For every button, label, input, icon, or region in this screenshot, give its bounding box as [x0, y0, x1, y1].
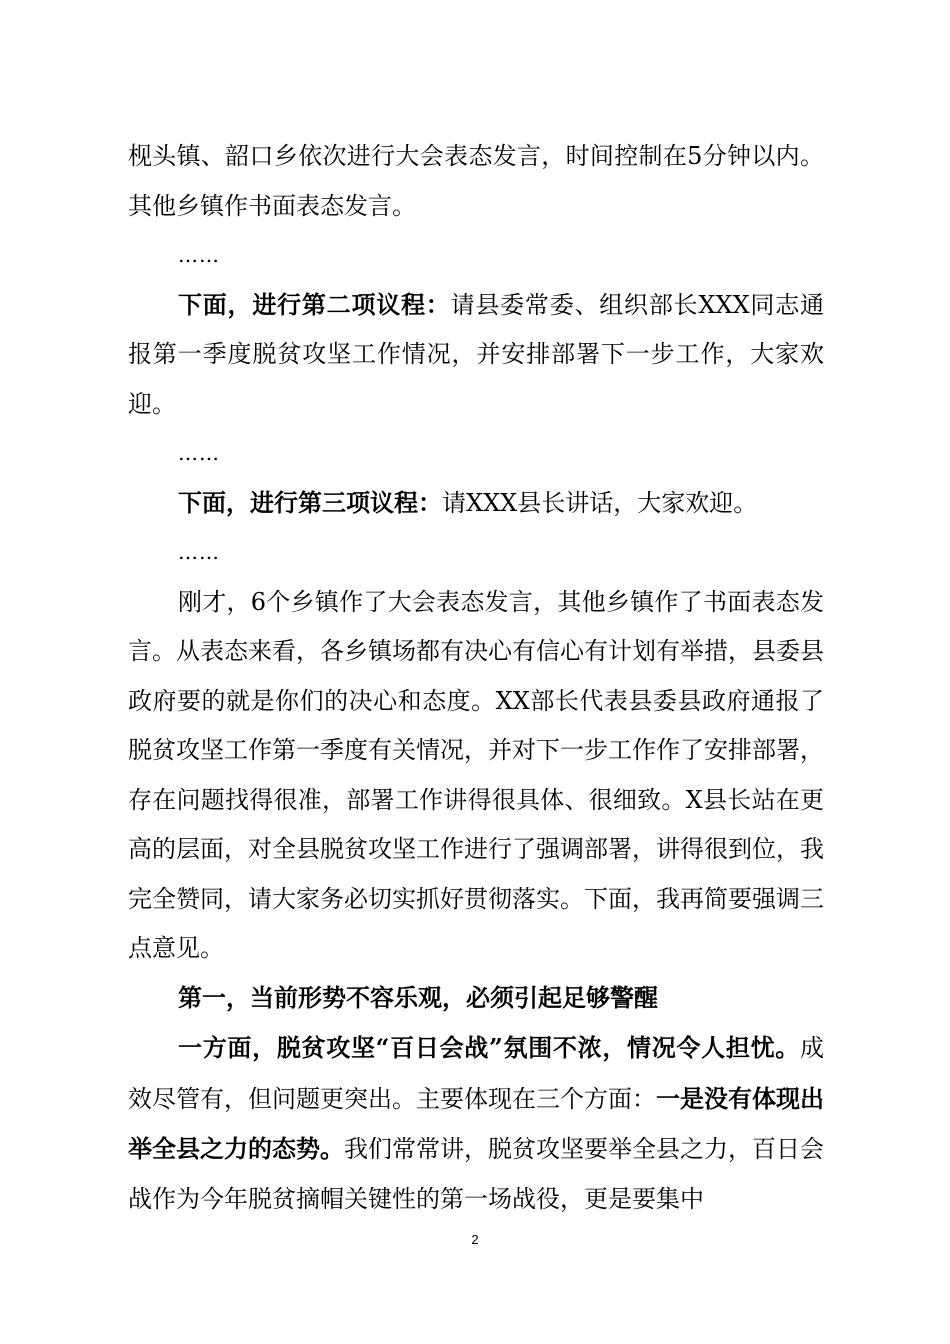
agenda-three-lead: 下面，进行第三项议程：: [178, 488, 442, 517]
paragraph-agenda-three: [128, 479, 824, 529]
paragraph-agenda-two: [128, 281, 824, 430]
on-one-hand-lead: 一方面，脱贫攻坚“百日会战”氛围不浓，情况令人担忧。: [178, 1033, 800, 1062]
ellipsis-3: ……: [178, 540, 220, 564]
ellipsis-2: ……: [178, 441, 220, 465]
ellipsis-1: ……: [178, 243, 220, 267]
section-heading-first: 第一，当前形势不容乐观，必须引起足够警醒: [178, 983, 658, 1012]
paragraph-summary: 刚才，6个乡镇作了大会表态发言，其他乡镇作了书面表态发言。从表态来看，各乡镇场都有决心有信心有计划有举措，县委县政府要的就是你们的决心和态度。XX部长代表县委县政府通报了脱贫攻坚工作第一季度有关情况，并对下一步工作作了安排部署，存在问题找得很准，部署工作讲得很具体、很细致。X县长站在更高的层面，对全县脱贫攻坚工作进行了强调部署，讲得很到位，我完全赞同，请大家务必切实抓好贯彻落实。下面，我再简要强调三点意见。: [128, 587, 824, 962]
point-one-lead: 一是没有体现出举全县之力的态势。: [128, 1083, 824, 1163]
agenda-three-text: 请XXX县长讲话，大家欢迎。: [442, 488, 758, 517]
agenda-two-text: 请县委常委、组织部长XXX同志通报第一季度脱贫攻坚工作情况，并安排部署下一步工作，大家欢迎。: [128, 290, 824, 418]
paragraph-speaking-order: 枧头镇、韶口乡依次进行大会表态发言，时间控制在5分钟以内。其他乡镇作书面表态发言。: [128, 142, 824, 220]
point-one-text: 我们常常讲，脱贫攻坚要举全县之力，百日会战作为今年脱贫摘帽关键性的第一场战役，更是要集中: [128, 1135, 824, 1213]
on-one-hand-text: 成效尽管有，但问题更突出。主要体现在三个方面：: [128, 1034, 824, 1113]
paragraph-on-one-hand: [128, 1023, 824, 1224]
document-body: [128, 132, 824, 1224]
agenda-two-lead: 下面，进行第二项议程：: [178, 290, 451, 319]
page-number: 2: [471, 1232, 479, 1247]
